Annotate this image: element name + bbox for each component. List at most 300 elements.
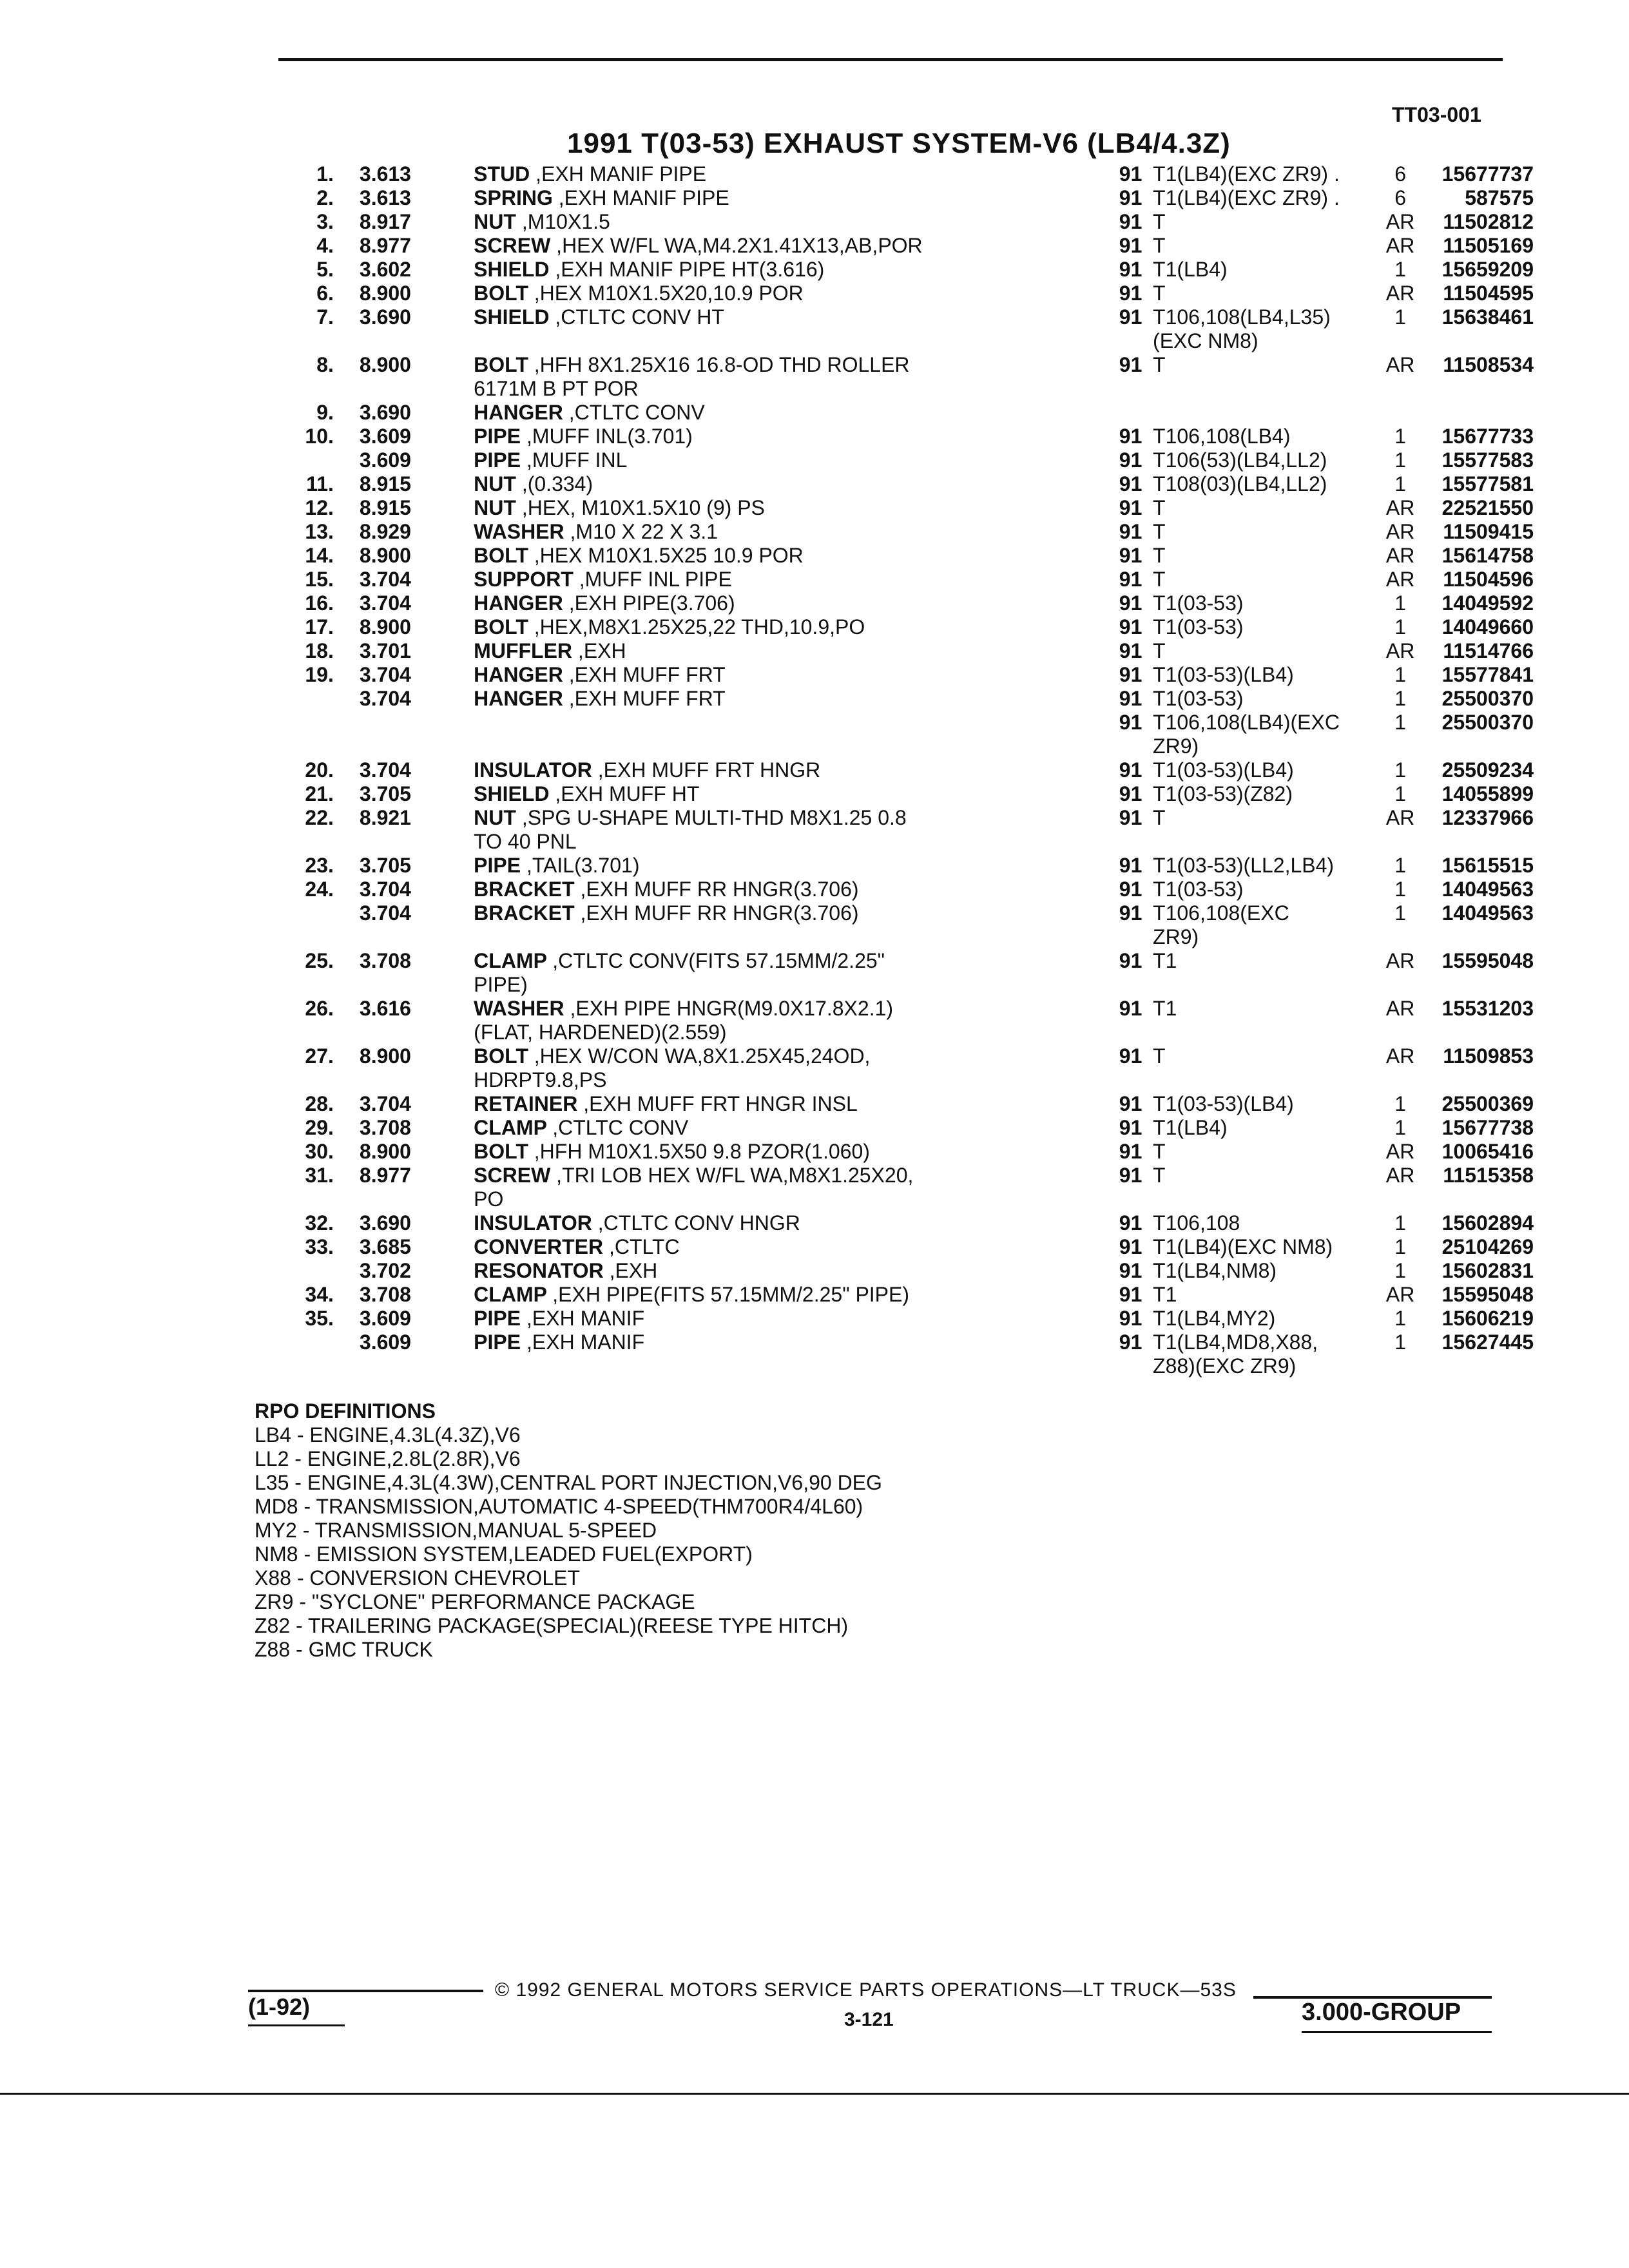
usage-text-continued: Z88)(EXC ZR9) [1153, 1354, 1296, 1378]
item-number: 9. [316, 401, 334, 424]
quantity: 1 [1394, 782, 1407, 805]
quantity: AR [1385, 282, 1415, 305]
model-year: 91 [1119, 1116, 1142, 1139]
model-year: 91 [1119, 711, 1142, 734]
group-number: 3.609 [359, 1307, 411, 1330]
document-code: TT03-001 [1392, 103, 1481, 126]
group-number: 3.690 [359, 401, 411, 424]
usage-text: T [1153, 496, 1166, 519]
part-description [474, 305, 1108, 329]
part-description [474, 997, 1108, 1044]
quantity: AR [1385, 1140, 1415, 1163]
part-number: 15595048 [1441, 949, 1534, 972]
rpo-item: LL2 - ENGINE,2.8L(2.8R),V6 [255, 1447, 521, 1470]
usage-text: T1(03-53)(LB4) [1153, 663, 1294, 686]
quantity: AR [1385, 544, 1415, 567]
part-number: 11502812 [1443, 210, 1534, 233]
quantity: 1 [1394, 258, 1407, 281]
model-year: 91 [1119, 234, 1142, 257]
usage-text: T106,108 [1153, 1211, 1240, 1235]
usage-code [1153, 1331, 1369, 1378]
item-number: 22. [305, 806, 334, 829]
group-number: 8.900 [359, 544, 411, 567]
footer-group: 3.000-GROUP [1302, 1999, 1461, 2026]
item-number: 10. [305, 425, 334, 448]
quantity: 1 [1394, 448, 1407, 472]
part-number: 11515358 [1443, 1164, 1534, 1187]
part-number: 14055899 [1441, 782, 1534, 805]
footer-rule-left [248, 1990, 483, 1992]
part-number: 15677737 [1441, 162, 1534, 186]
part-detail: ,EXH MANIF [526, 1331, 645, 1354]
part-detail: ,CTLTC CONV(FITS 57.15MM/2.25" [552, 949, 885, 972]
part-row [245, 1283, 1534, 1307]
group-number: 8.900 [359, 353, 411, 376]
usage-code [1153, 305, 1369, 353]
usage-code [1153, 663, 1369, 687]
item-number: 5. [316, 258, 334, 281]
part-number: 15531203 [1441, 997, 1534, 1020]
item-number: 27. [305, 1044, 334, 1068]
quantity: 1 [1394, 711, 1407, 734]
group-number: 8.921 [359, 806, 411, 829]
part-row [245, 591, 1534, 615]
item-number: 33. [305, 1235, 334, 1258]
part-row [245, 1116, 1534, 1140]
model-year: 91 [1119, 782, 1142, 805]
usage-code [1153, 758, 1369, 782]
rpo-item: MD8 - TRANSMISSION,AUTOMATIC 4-SPEED(THM700R4/4L60) [255, 1495, 863, 1518]
quantity: AR [1385, 520, 1415, 543]
item-number: 6. [316, 282, 334, 305]
model-year: 91 [1119, 425, 1142, 448]
usage-text: T1(03-53) [1153, 591, 1244, 615]
usage-code [1153, 448, 1369, 472]
model-year: 91 [1119, 949, 1142, 972]
part-row [245, 234, 1534, 258]
usage-code [1153, 1140, 1369, 1164]
part-description [474, 949, 1108, 997]
part-number: 25509234 [1441, 758, 1534, 782]
item-number: 2. [316, 186, 334, 209]
part-detail: ,EXH MANIF PIPE [535, 162, 707, 186]
part-description [474, 544, 1108, 568]
part-description [474, 1044, 1108, 1092]
usage-code [1153, 472, 1369, 496]
part-detail: ,HEX M10X1.5X25 10.9 POR [534, 544, 804, 567]
part-name: SHIELD [474, 305, 550, 329]
part-description [474, 1164, 1108, 1211]
part-detail: ,EXH MANIF [526, 1307, 645, 1330]
usage-text: T1(LB4,MD8,X88, [1153, 1331, 1318, 1354]
part-row [245, 878, 1534, 901]
group-number: 3.708 [359, 949, 411, 972]
usage-code [1153, 520, 1369, 544]
part-row [245, 1092, 1534, 1116]
usage-text: T1(03-53) [1153, 878, 1244, 901]
footer-date: (1-92) [248, 1994, 311, 2020]
part-detail: ,EXH MANIF PIPE [558, 186, 729, 209]
quantity: 1 [1394, 663, 1407, 686]
part-number: 25500370 [1441, 711, 1534, 734]
usage-code [1153, 1164, 1369, 1187]
model-year: 91 [1119, 1092, 1142, 1115]
group-number: 8.977 [359, 1164, 411, 1187]
usage-code [1153, 1211, 1369, 1235]
part-row [245, 448, 1534, 472]
model-year: 91 [1119, 1235, 1142, 1258]
part-name: SCREW [474, 234, 551, 257]
quantity: AR [1385, 949, 1415, 972]
part-row [245, 186, 1534, 210]
item-number: 30. [305, 1140, 334, 1163]
part-description [474, 1092, 1108, 1116]
usage-text: T [1153, 1164, 1166, 1187]
model-year: 91 [1119, 591, 1142, 615]
model-year: 91 [1119, 806, 1142, 829]
usage-text: T [1153, 639, 1166, 662]
model-year: 91 [1119, 639, 1142, 662]
group-number: 3.708 [359, 1116, 411, 1139]
part-detail: ,CTLTC CONV HT [555, 305, 724, 329]
part-name: SHIELD [474, 782, 550, 805]
model-year: 91 [1119, 210, 1142, 233]
part-detail: ,HEX W/CON WA,8X1.25X45,24OD, [534, 1044, 871, 1068]
part-name: HANGER [474, 591, 563, 615]
part-number: 15606219 [1441, 1307, 1534, 1330]
part-detail: ,EXH MUFF FRT HNGR [597, 758, 821, 782]
model-year: 91 [1119, 878, 1142, 901]
usage-text: T [1153, 234, 1166, 257]
usage-code [1153, 1235, 1369, 1259]
part-detail: ,(0.334) [521, 472, 593, 495]
model-year: 91 [1119, 162, 1142, 186]
part-row [245, 353, 1534, 401]
part-detail-continued: PIPE) [474, 973, 528, 996]
rpo-items [255, 1423, 882, 1662]
rpo-definitions [255, 1399, 882, 1662]
model-year: 91 [1119, 615, 1142, 639]
part-number: 11504595 [1443, 282, 1534, 305]
usage-code [1153, 162, 1369, 186]
quantity: AR [1385, 210, 1415, 233]
model-year: 91 [1119, 496, 1142, 519]
footer-rule-under-date [248, 2024, 345, 2026]
part-description [474, 425, 1108, 448]
usage-text: T [1153, 1140, 1166, 1163]
part-row [245, 282, 1534, 305]
rpo-item: Z82 - TRAILERING PACKAGE(SPECIAL)(REESE TYPE HITCH) [255, 1614, 849, 1637]
group-number: 3.704 [359, 1092, 411, 1115]
part-description [474, 1116, 1108, 1140]
part-number: 15577581 [1441, 472, 1534, 495]
usage-text: T1(LB4)(EXC ZR9) . [1153, 162, 1340, 186]
part-number: 14049660 [1441, 615, 1534, 639]
part-row [245, 1307, 1534, 1331]
usage-code [1153, 496, 1369, 520]
part-number: 25500370 [1441, 687, 1534, 710]
part-description [474, 878, 1108, 901]
usage-code [1153, 568, 1369, 591]
part-row [245, 615, 1534, 639]
usage-text-continued: (EXC NM8) [1153, 329, 1258, 352]
part-description [474, 1259, 1108, 1283]
part-description [474, 1307, 1108, 1331]
usage-code [1153, 687, 1369, 711]
usage-text: T1(03-53)(LB4) [1153, 758, 1294, 782]
part-name: NUT [474, 496, 516, 519]
part-row [245, 401, 1534, 425]
group-number: 3.602 [359, 258, 411, 281]
part-number: 15638461 [1441, 305, 1534, 329]
part-detail-continued: TO 40 PNL [474, 830, 577, 853]
group-number: 3.690 [359, 305, 411, 329]
usage-code [1153, 425, 1369, 448]
group-number: 3.685 [359, 1235, 411, 1258]
part-name: INSULATOR [474, 758, 592, 782]
part-detail: ,EXH MUFF FRT [568, 687, 726, 710]
item-number: 1. [316, 162, 334, 186]
part-number: 11514766 [1443, 639, 1534, 662]
group-number: 8.917 [359, 210, 411, 233]
model-year: 91 [1119, 282, 1142, 305]
part-name: HANGER [474, 663, 563, 686]
quantity: 1 [1394, 1116, 1407, 1139]
part-detail: ,MUFF INL [526, 448, 628, 472]
part-name: RETAINER [474, 1092, 578, 1115]
quantity: 1 [1394, 878, 1407, 901]
group-number: 3.613 [359, 186, 411, 209]
part-name: MUFFLER [474, 639, 573, 662]
usage-text: T1(03-53) [1153, 615, 1244, 639]
group-number: 3.704 [359, 878, 411, 901]
usage-text: T106,108(LB4)(EXC [1153, 711, 1340, 734]
usage-code [1153, 639, 1369, 663]
part-detail-continued: (FLAT, HARDENED)(2.559) [474, 1021, 727, 1044]
part-number: 15577583 [1441, 448, 1534, 472]
model-year: 91 [1119, 663, 1142, 686]
parts-list [245, 162, 1534, 1378]
part-name: HANGER [474, 687, 563, 710]
part-name: BOLT [474, 1140, 528, 1163]
usage-text: T [1153, 544, 1166, 567]
rpo-heading: RPO DEFINITIONS [255, 1399, 436, 1423]
part-description [474, 472, 1108, 496]
part-row [245, 568, 1534, 591]
usage-text: T1(LB4,NM8) [1153, 1259, 1277, 1282]
rpo-item: NM8 - EMISSION SYSTEM,LEADED FUEL(EXPORT) [255, 1542, 753, 1566]
footer-rule-under-group [1302, 2031, 1492, 2033]
item-number: 28. [305, 1092, 334, 1115]
usage-code [1153, 878, 1369, 901]
part-name: NUT [474, 472, 516, 495]
usage-code [1153, 1307, 1369, 1331]
part-detail: ,EXH MUFF FRT HNGR INSL [583, 1092, 858, 1115]
part-description [474, 210, 1108, 234]
group-number: 8.915 [359, 496, 411, 519]
model-year: 91 [1119, 544, 1142, 567]
part-name: BRACKET [474, 878, 575, 901]
item-number: 3. [316, 210, 334, 233]
usage-code [1153, 901, 1369, 949]
usage-code [1153, 854, 1369, 878]
quantity: 1 [1394, 615, 1407, 639]
part-row [245, 639, 1534, 663]
group-number: 3.690 [359, 1211, 411, 1235]
part-name: NUT [474, 806, 516, 829]
part-row [245, 997, 1534, 1044]
group-number: 3.609 [359, 1331, 411, 1354]
part-name: SUPPORT [474, 568, 574, 591]
part-description [474, 234, 1108, 258]
part-row [245, 949, 1534, 997]
usage-code [1153, 591, 1369, 615]
model-year: 91 [1119, 448, 1142, 472]
quantity: AR [1385, 1283, 1415, 1306]
part-name: SCREW [474, 1164, 551, 1187]
item-number: 4. [316, 234, 334, 257]
part-name: RESONATOR [474, 1259, 604, 1282]
quantity: 6 [1394, 162, 1407, 186]
item-number: 21. [305, 782, 334, 805]
part-row [245, 544, 1534, 568]
part-description [474, 639, 1108, 663]
usage-code [1153, 258, 1369, 282]
part-name: PIPE [474, 1331, 521, 1354]
rpo-item: MY2 - TRANSMISSION,MANUAL 5-SPEED [255, 1519, 657, 1542]
part-detail: ,HEX, M10X1.5X10 (9) PS [521, 496, 765, 519]
usage-text: T [1153, 210, 1166, 233]
part-number: 12337966 [1441, 806, 1534, 829]
part-row [245, 496, 1534, 520]
item-number: 8. [316, 353, 334, 376]
usage-text: T1(LB4)(EXC NM8) [1153, 1235, 1333, 1258]
part-detail: ,HFH 8X1.25X16 16.8-OD THD ROLLER [534, 353, 910, 376]
part-name: CONVERTER [474, 1235, 604, 1258]
model-year: 91 [1119, 1307, 1142, 1330]
part-detail: ,CTLTC [608, 1235, 680, 1258]
usage-text: T [1153, 353, 1166, 376]
part-name: BRACKET [474, 901, 575, 925]
group-number: 8.915 [359, 472, 411, 495]
group-number: 8.977 [359, 234, 411, 257]
rpo-item: L35 - ENGINE,4.3L(4.3W),CENTRAL PORT INJECTION,V6,90 DEG [255, 1471, 882, 1494]
quantity: 6 [1394, 186, 1407, 209]
part-row [245, 1164, 1534, 1211]
usage-text: T1 [1153, 949, 1177, 972]
part-detail: ,EXH MANIF PIPE HT(3.616) [555, 258, 825, 281]
part-name: HANGER [474, 401, 563, 424]
part-number: 587575 [1465, 186, 1534, 209]
part-name: WASHER [474, 997, 564, 1020]
model-year: 91 [1119, 997, 1142, 1020]
part-description [474, 1331, 1108, 1354]
part-description [474, 353, 1108, 401]
usage-text: T [1153, 1044, 1166, 1068]
part-number: 15677738 [1441, 1116, 1534, 1139]
part-detail: ,M10 X 22 X 3.1 [570, 520, 718, 543]
part-name: BOLT [474, 282, 528, 305]
part-description [474, 282, 1108, 305]
part-name: BOLT [474, 544, 528, 567]
part-name: INSULATOR [474, 1211, 592, 1235]
quantity: AR [1385, 496, 1415, 519]
usage-text: T1(LB4,MY2) [1153, 1307, 1276, 1330]
part-name: BOLT [474, 353, 528, 376]
usage-text: T [1153, 806, 1166, 829]
part-description [474, 186, 1108, 210]
model-year: 91 [1119, 854, 1142, 877]
part-row [245, 806, 1534, 854]
usage-code [1153, 997, 1369, 1021]
part-description [474, 258, 1108, 282]
part-description [474, 162, 1108, 186]
usage-code [1153, 806, 1369, 830]
part-detail: ,SPG U-SHAPE MULTI-THD M8X1.25 0.8 [521, 806, 907, 829]
usage-text: T1(LB4) [1153, 258, 1228, 281]
item-number: 20. [305, 758, 334, 782]
model-year: 91 [1119, 1140, 1142, 1163]
part-name: PIPE [474, 854, 521, 877]
quantity: AR [1385, 639, 1415, 662]
rpo-item: ZR9 - "SYCLONE" PERFORMANCE PACKAGE [255, 1590, 695, 1613]
usage-code [1153, 282, 1369, 305]
part-number: 11504596 [1443, 568, 1534, 591]
part-row [245, 687, 1534, 711]
group-number: 3.701 [359, 639, 411, 662]
quantity: AR [1385, 353, 1415, 376]
part-detail: ,MUFF INL(3.701) [526, 425, 693, 448]
usage-code [1153, 1044, 1369, 1068]
bottom-rule [0, 2093, 1629, 2095]
part-description [474, 568, 1108, 591]
part-number: 15602894 [1441, 1211, 1534, 1235]
usage-text: T [1153, 568, 1166, 591]
usage-code [1153, 782, 1369, 806]
part-name: CLAMP [474, 1116, 547, 1139]
usage-text: T106(53)(LB4,LL2) [1153, 448, 1327, 472]
quantity: AR [1385, 234, 1415, 257]
item-number: 15. [305, 568, 334, 591]
quantity: 1 [1394, 1211, 1407, 1235]
usage-text: T1 [1153, 997, 1177, 1020]
part-description [474, 1235, 1108, 1259]
group-number: 8.900 [359, 1140, 411, 1163]
part-name: PIPE [474, 448, 521, 472]
part-name: PIPE [474, 425, 521, 448]
part-detail: ,CTLTC CONV [568, 401, 705, 424]
quantity: AR [1385, 1044, 1415, 1068]
part-number: 11508534 [1443, 353, 1534, 376]
part-number: 14049563 [1441, 901, 1534, 925]
model-year: 91 [1119, 1044, 1142, 1068]
model-year: 91 [1119, 901, 1142, 925]
model-year: 91 [1119, 758, 1142, 782]
quantity: 1 [1394, 758, 1407, 782]
usage-code [1153, 949, 1369, 973]
quantity: 1 [1394, 472, 1407, 495]
usage-text: T106,108(EXC [1153, 901, 1289, 925]
part-detail-continued: HDRPT9.8,PS [474, 1068, 607, 1091]
group-number: 3.705 [359, 854, 411, 877]
item-number: 34. [305, 1283, 334, 1306]
part-detail-continued: 6171M B PT POR [474, 377, 639, 400]
part-row [245, 1044, 1534, 1092]
part-number: 15677733 [1441, 425, 1534, 448]
quantity: AR [1385, 997, 1415, 1020]
part-number: 14049563 [1441, 878, 1534, 901]
part-description [474, 401, 1108, 425]
